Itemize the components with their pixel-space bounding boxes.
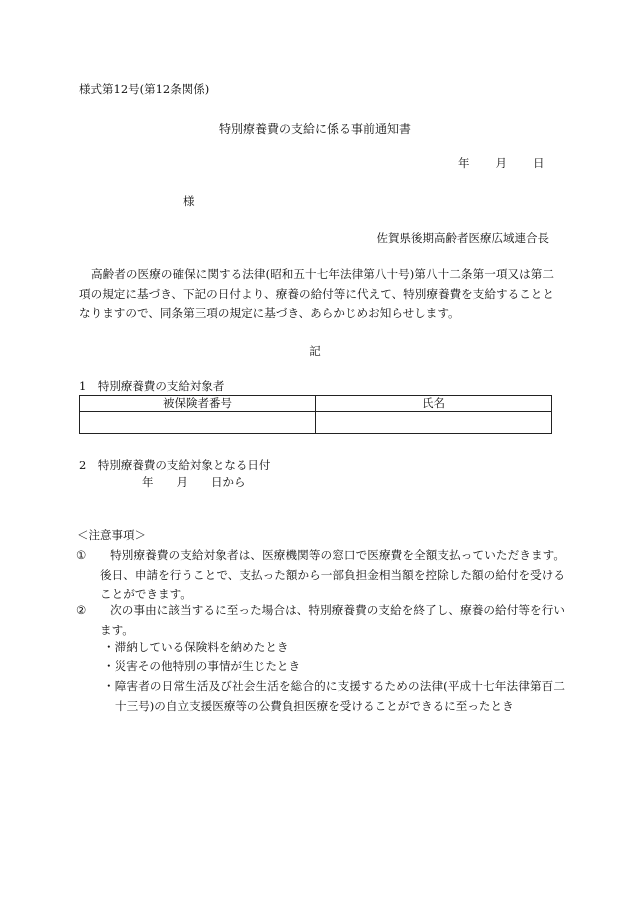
- name-cell[interactable]: [316, 412, 552, 434]
- addressee-suffix: 様: [183, 194, 195, 208]
- date-year-label: 年: [458, 156, 470, 170]
- bullet-item-3: ・障害者の日常生活及び社会生活を総合的に支援するための法律(平成十七年法律第百二十三号)の自立支援医療等の公費負担医療を受けることができるに至ったとき: [103, 679, 565, 713]
- bullet-item-1: ・滞納している保険料を納めたとき: [103, 640, 289, 654]
- note-item-2: [76, 601, 565, 640]
- column-insured-number: 被保険者番号: [80, 396, 316, 412]
- date-month-label: 月: [495, 156, 507, 170]
- column-name: 氏名: [316, 396, 552, 412]
- note-text-2: 次の事由に該当するに至った場合は、特別療養費の支給を終了し、療養の給付等を行います。: [100, 603, 565, 637]
- issue-date: [458, 155, 545, 171]
- ki-heading: 記: [309, 344, 321, 358]
- notes-heading: ＜注意事項＞: [77, 528, 146, 542]
- insured-number-cell[interactable]: [80, 412, 316, 434]
- sender-name: 佐賀県後期高齢者医療広域連合長: [376, 231, 549, 245]
- target-person-table: [79, 395, 552, 434]
- note-text-1: 特別療養費の支給対象者は、医療機関等の窓口で医療費を全額支払っていただきます。後日、申請を行うことで、支払った額から一部負担金相当額を控除した額の給付を受けることができます。: [100, 548, 565, 601]
- section1-heading: 1 特別療養費の支給対象者: [79, 379, 225, 393]
- table-row: [80, 412, 552, 434]
- start-date: 年 月 日から: [142, 475, 246, 489]
- note-item-1: [76, 546, 565, 605]
- document-title: 特別療養費の支給に係る事前通知書: [218, 122, 411, 136]
- table-header-row: [80, 396, 552, 412]
- note-mark-1: ①: [76, 548, 87, 562]
- bullet-item-2: ・災害その他特別の事情が生じたとき: [103, 659, 301, 673]
- date-day-label: 日: [533, 156, 545, 170]
- form-number: 様式第12号(第12条関係): [79, 82, 210, 96]
- note-mark-2: ②: [76, 603, 87, 617]
- section2-heading: 2 特別療養費の支給対象となる日付: [79, 458, 271, 472]
- body-paragraph: 高齢者の医療の確保に関する法律(昭和五十七年法律第八十号)第八十二条第一項又は第二項の規定に基づき、下記の日付より、療養の給付等に代えて、特別療養費を支給することとなりますので、同条第三項の規定に基づき、あらかじめお知らせします。: [79, 267, 554, 320]
